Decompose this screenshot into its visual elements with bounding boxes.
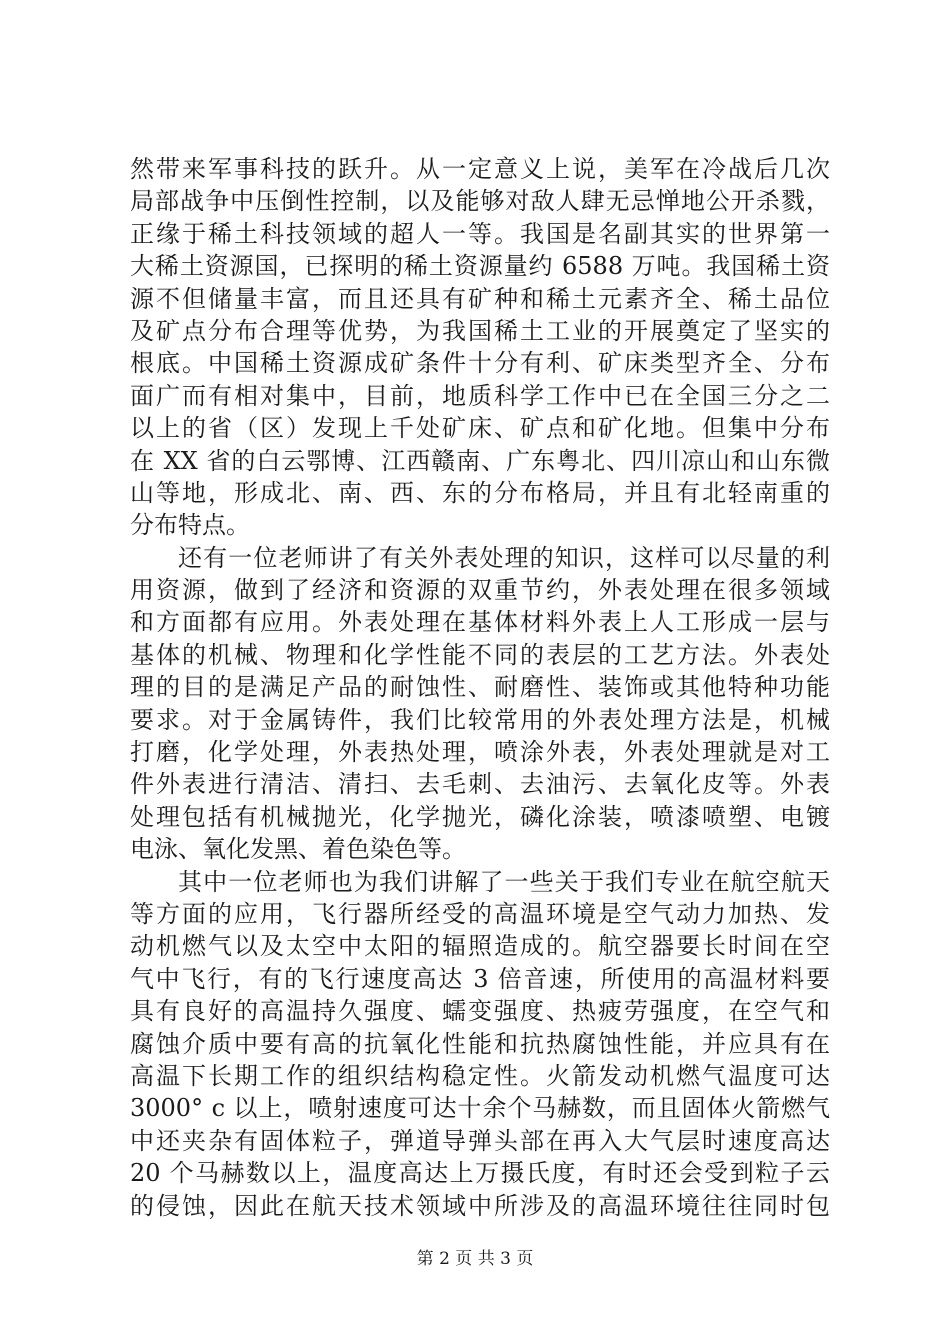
- text-line: 等方面的应用，飞行器所经受的高温环境是空气动力加热、发: [130, 899, 830, 928]
- text-line: 高温下长期工作的组织结构稳定性。火箭发动机燃气温度可达: [130, 1061, 830, 1090]
- text-line: 面广而有相对集中，目前，地质科学工作中已在全国三分之二: [130, 381, 830, 410]
- text-line: 正缘于稀土科技领域的超人一等。我国是名副其实的世界第一: [130, 219, 830, 248]
- text-line: 动机燃气以及太空中太阳的辐照造成的。航空器要长时间在空: [130, 932, 830, 961]
- text-line: 气中飞行，有的飞行速度高达 3 倍音速，所使用的高温材料要: [130, 964, 830, 993]
- text-line: 大稀土资源国，已探明的稀土资源量约 6588 万吨。我国稀土资: [130, 252, 830, 281]
- text-line: 根底。中国稀土资源成矿条件十分有利、矿床类型齐全、分布: [130, 349, 830, 378]
- text-line: 20 个马赫数以上，温度高达上万摄氏度，有时还会受到粒子云: [130, 1159, 830, 1188]
- text-line: 3000° c 以上，喷射速度可达十余个马赫数，而且固体火箭燃气: [130, 1094, 830, 1123]
- text-line: 局部战争中压倒性控制，以及能够对敌人肆无忌惮地公开杀戮，: [130, 187, 830, 216]
- text-line: 及矿点分布合理等优势，为我国稀土工业的开展奠定了坚实的: [130, 316, 830, 345]
- text-line: 具有良好的高温持久强度、蠕变强度、热疲劳强度，在空气和: [130, 997, 830, 1026]
- text-line: 理的目的是满足产品的耐蚀性、耐磨性、装饰或其他特种功能: [130, 673, 830, 702]
- text-line: 源不但储量丰富，而且还具有矿种和稀土元素齐全、稀土品位: [130, 284, 830, 313]
- text-line: 中还夹杂有固体粒子，弹道导弹头部在再入大气层时速度高达: [130, 1126, 830, 1155]
- text-line: 腐蚀介质中要有高的抗氧化性能和抗热腐蚀性能，并应具有在: [130, 1029, 830, 1058]
- text-line: 以上的省（区）发现上千处矿床、矿点和矿化地。但集中分布: [130, 414, 830, 443]
- page-footer: 第 2 页 共 3 页: [416, 1249, 534, 1269]
- text-line: 基体的机械、物理和化学性能不同的表层的工艺方法。外表处: [130, 640, 830, 669]
- text-line: 在 XX 省的白云鄂博、江西赣南、广东粤北、四川凉山和山东微: [130, 446, 830, 475]
- text-line: 山等地，形成北、南、西、东的分布格局，并且有北轻南重的: [130, 478, 830, 507]
- text-line: 还有一位老师讲了有关外表处理的知识，这样可以尽量的利: [178, 543, 830, 572]
- text-line: 要求。对于金属铸件，我们比较常用的外表处理方法是，机械: [130, 705, 830, 734]
- document-body: [130, 153, 830, 1222]
- text-line: 其中一位老师也为我们讲解了一些关于我们专业在航空航天: [178, 867, 830, 896]
- text-line: 处理包括有机械抛光，化学抛光，磷化涂装，喷漆喷塑、电镀: [130, 802, 830, 831]
- text-line: 然带来军事科技的跃升。从一定意义上说，美军在冷战后几次: [130, 155, 830, 183]
- text-line: 和方面都有应用。外表处理在基体材料外表上人工形成一层与: [130, 608, 830, 637]
- text-line: 件外表进行清洁、清扫、去毛刺、去油污、去氧化皮等。外表: [130, 770, 830, 799]
- text-line: 的侵蚀，因此在航天技术领域中所涉及的高温环境往往同时包: [130, 1191, 830, 1220]
- text-line: 电泳、氧化发黑、着色染色等。: [130, 835, 466, 864]
- text-line: 分布特点。: [130, 511, 250, 540]
- text-line: 打磨，化学处理，外表热处理，喷涂外表，外表处理就是对工: [130, 738, 830, 767]
- text-line: 用资源，做到了经济和资源的双重节约，外表处理在很多领域: [130, 576, 830, 605]
